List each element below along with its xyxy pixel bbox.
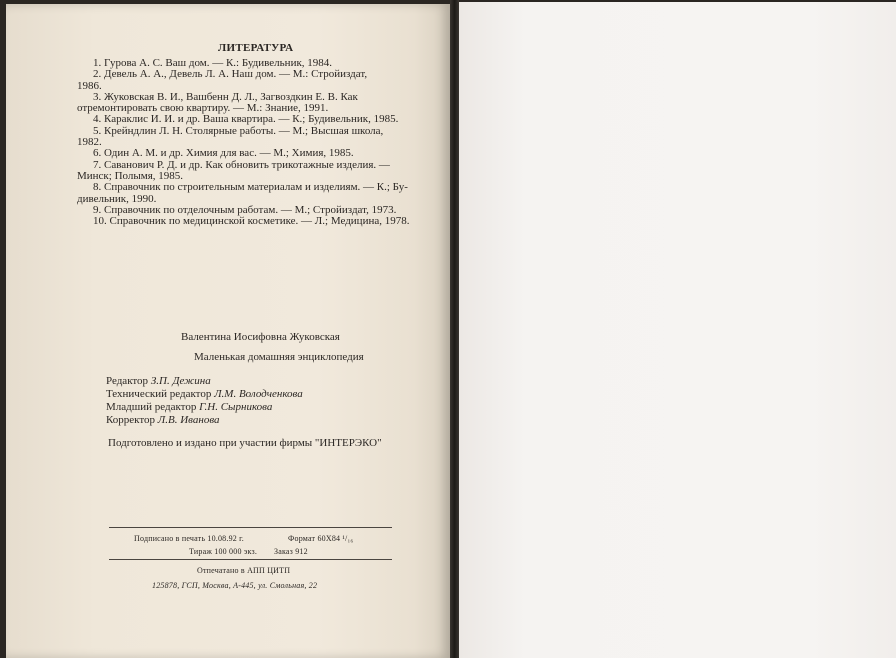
divider xyxy=(109,527,392,528)
prepared-note: Подготовлено и издано при участии фирмы "ИНТЕРЭКО" xyxy=(108,437,382,449)
divider xyxy=(109,559,392,560)
reference-item: 10. Справочник по медицинской косметике. — Л.; Медицина, 1978. xyxy=(93,215,410,228)
imprint-printer: Отпечатано в АПП ЦИТП xyxy=(197,566,291,575)
credits-block xyxy=(106,375,303,427)
imprint-order: Заказ 912 xyxy=(274,547,308,556)
reference-item: 1. Гурова А. С. Ваш дом. — К.: Будивельник, 1984. xyxy=(93,57,333,69)
credit-line: Редактор З.П. Дежина xyxy=(106,375,211,387)
reference-item: 3. Жуковская В. И., Вашбенн Д. Л., Загвоздкин Е. В. Как отремонтировать свою квартиру. — М.: Знание, 1991. xyxy=(77,90,358,115)
book-gutter xyxy=(450,0,459,658)
imprint-run: Тираж 100 000 экз. xyxy=(189,547,258,556)
right-page-blank xyxy=(459,2,896,658)
reference-item: 5. Крейндлин Л. Н. Столярные работы. — М.; Высшая школа, 1982. xyxy=(77,124,384,149)
reference-item: 2. Девель А. А., Девель Л. А. Наш дом. — М.: Стройиздат, 1986. xyxy=(77,68,368,92)
credit-line: Младший редактор Г.Н. Сырникова xyxy=(106,401,273,413)
references-list xyxy=(77,57,446,228)
reference-item: 7. Саванович Р. Д. и др. Как обновить трикотажные изделия. — Минск; Полымя, 1985. xyxy=(77,158,390,182)
left-page xyxy=(6,4,450,658)
reference-item: 8. Справочник по строительным материалам и изделиям. — К.; Бу- дивельник, 1990. xyxy=(77,181,408,205)
book-title: Маленькая домашняя энциклопедия xyxy=(194,351,364,363)
reference-item: 9. Справочник по отделочным работам. — М.; Стройиздат, 1973. xyxy=(93,203,397,216)
references-heading: ЛИТЕРАТУРА xyxy=(218,42,294,54)
author-name: Валентина Иосифовна Жуковская xyxy=(181,331,340,343)
imprint-format: Формат 60Х84 ¹/₁₆ xyxy=(288,534,354,543)
credit-line: Технический редактор Л.М. Володченкова xyxy=(106,388,303,400)
credit-line: Корректор Л.В. Иванова xyxy=(106,414,220,426)
reference-item: 6. Один А. М. и др. Химия для вас. — М.; Химия, 1985. xyxy=(93,147,354,160)
imprint-signed: Подписано в печать 10.08.92 г. xyxy=(134,534,244,543)
reference-item: 4. Караклис И. И. и др. Ваша квартира. — К.; Будивельник, 1985. xyxy=(93,113,399,126)
imprint-address: 125878, ГСП, Москва, А-445, ул. Смольная, 22 xyxy=(152,581,318,590)
